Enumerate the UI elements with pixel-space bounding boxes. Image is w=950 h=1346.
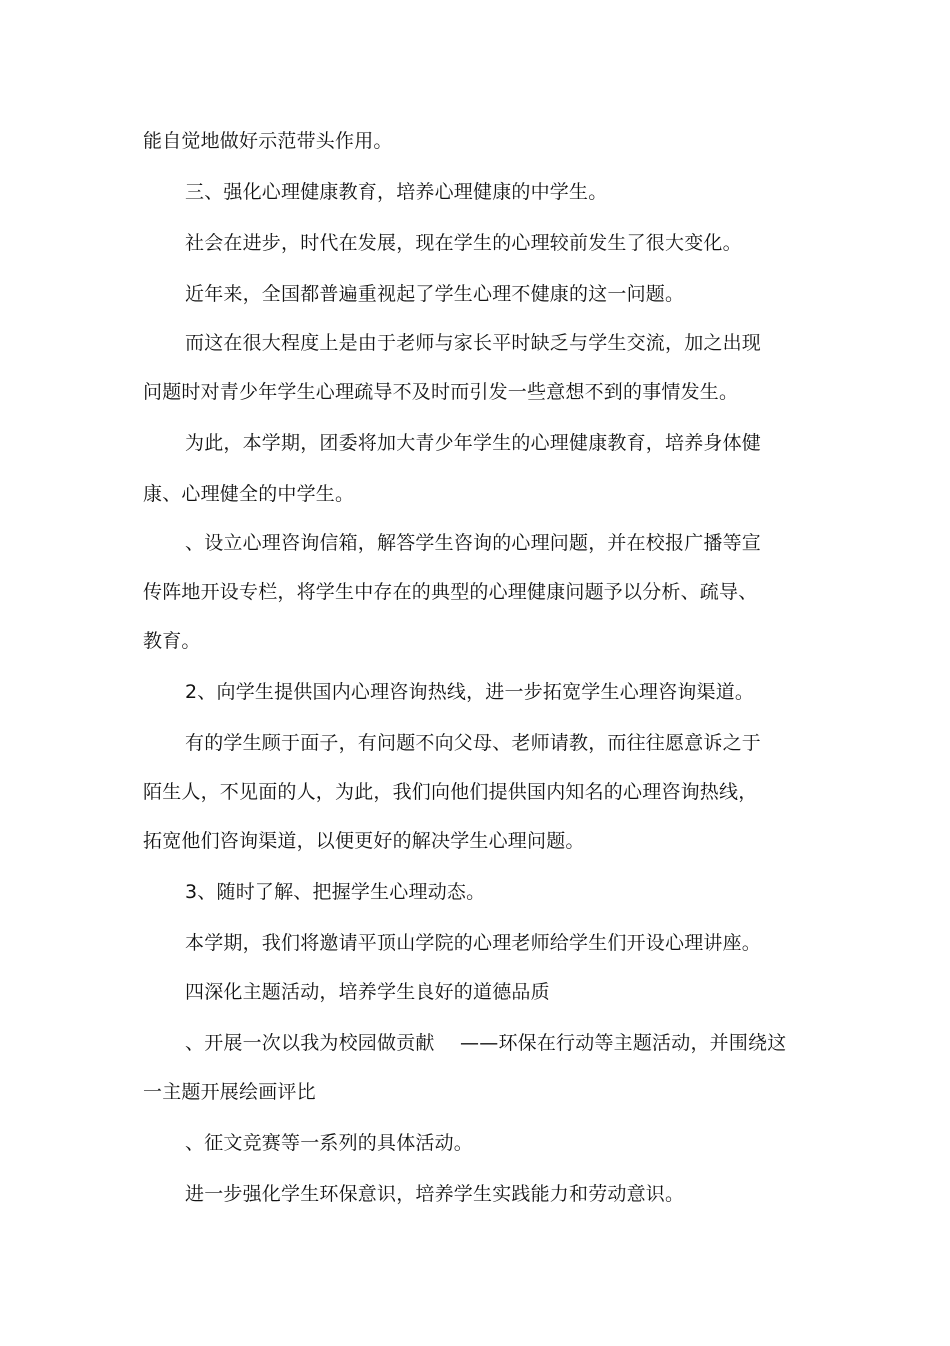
paragraph-line: 进一步强化学生环保意识，培养学生实践能力和劳动意识。 [185, 1183, 685, 1205]
section-heading: 三、强化心理健康教育，培养心理健康的中学生。 [185, 181, 608, 203]
paragraph-line: 有的学生顾于面子，有问题不向父母、老师请教，而往往愿意诉之于 [185, 732, 762, 754]
paragraph-line: 为此，本学期，团委将加大青少年学生的心理健康教育，培养身体健 [185, 432, 762, 454]
paragraph-line: 社会在进步，时代在发展，现在学生的心理较前发生了很大变化。 [185, 232, 742, 254]
paragraph-line: 问题时对青少年学生心理疏导不及时而引发一些意想不到的事情发生。 [143, 381, 739, 403]
paragraph-line: 一主题开展绘画评比 [143, 1081, 316, 1103]
paragraph-line: 传阵地开设专栏，将学生中存在的典型的心理健康问题予以分析、疏导、 [143, 581, 758, 603]
section-heading: 四深化主题活动，培养学生良好的道德品质 [185, 981, 550, 1003]
paragraph-line: 陌生人，不见面的人，为此，我们向他们提供国内知名的心理咨询热线， [143, 781, 758, 803]
paragraph-line: 近年来，全国都普遍重视起了学生心理不健康的这一问题。 [185, 283, 685, 305]
paragraph-line: 本学期，我们将邀请平顶山学院的心理老师给学生们开设心理讲座。 [185, 932, 762, 954]
paragraph-line: 而这在很大程度上是由于老师与家长平时缺乏与学生交流，加之出现 [185, 332, 762, 354]
paragraph-line: 、开展一次以我为校园做贡献 ——环保在行动等主题活动，并围绕这 [185, 1032, 787, 1054]
paragraph-line: 康、心理健全的中学生。 [143, 483, 355, 505]
paragraph-line: 、设立心理咨询信箱，解答学生咨询的心理问题，并在校报广播等宣 [185, 532, 762, 554]
paragraph-line: 、征文竞赛等一系列的具体活动。 [185, 1132, 474, 1154]
list-item-heading: 3、随时了解、把握学生心理动态。 [185, 881, 486, 903]
paragraph-line: 教育。 [143, 630, 201, 652]
list-item-heading: 2、向学生提供国内心理咨询热线，进一步拓宽学生心理咨询渠道。 [185, 681, 755, 703]
paragraph-line: 能自觉地做好示范带头作用。 [143, 130, 393, 152]
paragraph-line: 拓宽他们咨询渠道，以便更好的解决学生心理问题。 [143, 830, 585, 852]
